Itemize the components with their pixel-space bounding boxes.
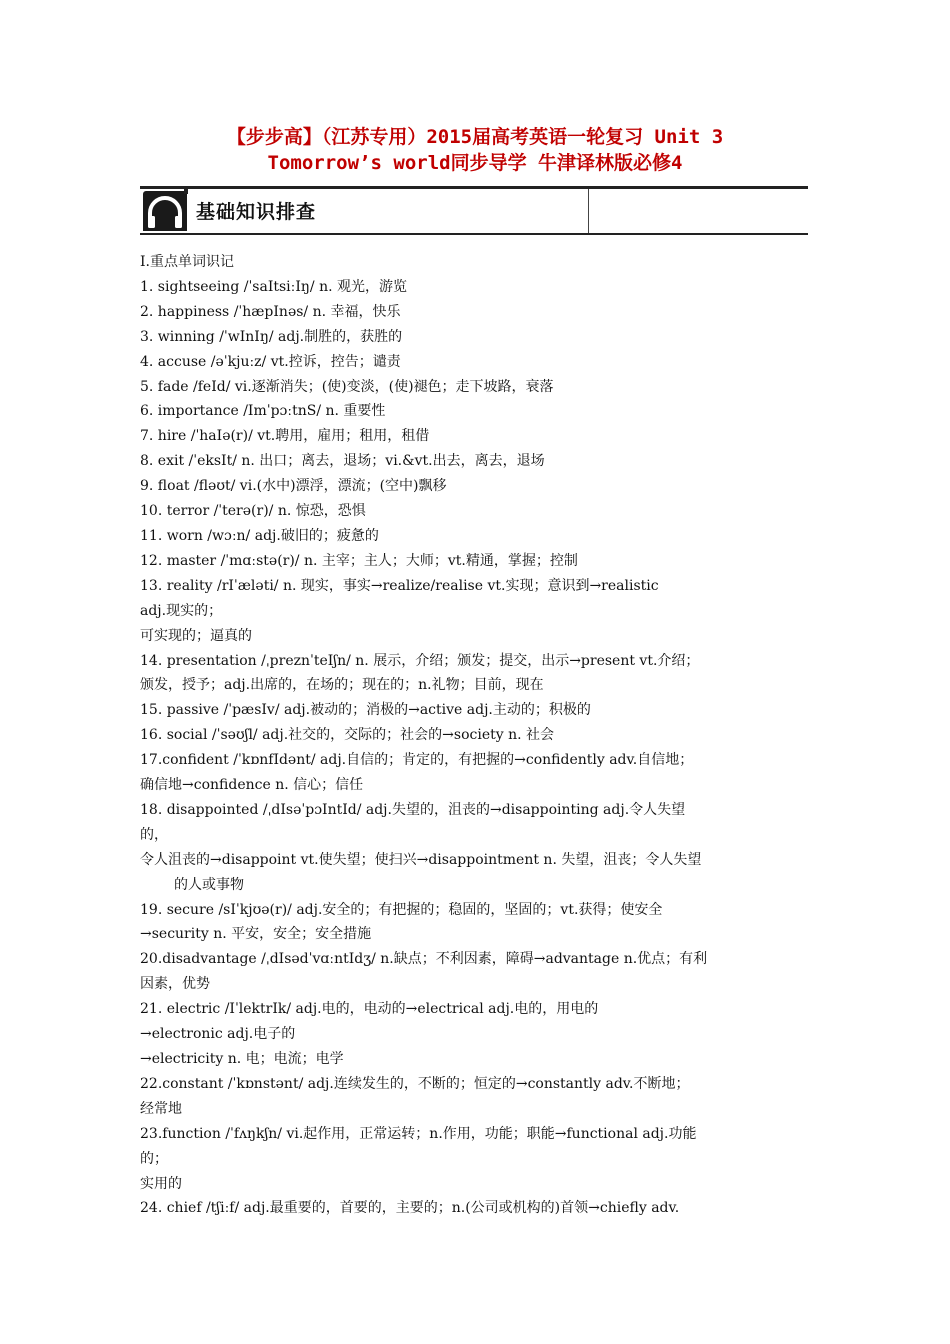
vocab-line: adj.现实的； xyxy=(140,602,223,619)
vocab-line: 15. passive /ˈpæsIv/ adj.被动的；消极的→active adj.主动的；积极的 xyxy=(140,702,591,719)
vocab-line: 6. importance /ImˈpɔːtnS/ n. 重要性 xyxy=(140,403,386,420)
document-title-line-1: 【步步高】（江苏专用）2015届高考英语一轮复习 Unit 3 xyxy=(226,126,724,148)
vocab-line: 16. social /ˈsəʊʃl/ adj.社交的，交际的；社会的→society n. 社会 xyxy=(140,727,555,744)
section-banner xyxy=(140,186,808,235)
vocab-line: 的； xyxy=(140,1150,168,1167)
vocab-line: 令人沮丧的→disappoint vt.使失望；使扫兴→disappointment n. 失望，沮丧；令人失望 xyxy=(140,851,702,868)
document-title-line-2: Tomorrow’s world同步导学 牛津译林版必修4 xyxy=(267,152,683,174)
banner-accent-bar xyxy=(184,186,188,194)
vocab-line: 18. disappointed /ˌdIsəˈpɔIntId/ adj.失望的，沮丧的→disappointing adj.令人失望 xyxy=(140,801,686,818)
vocab-line: 5. fade /feId/ vi.逐渐消失；(使)变淡，(使)褪色；走下坡路，衰落 xyxy=(140,378,554,395)
vocab-line: 13. reality /rIˈæləti/ n. 现实，事实→realize/realise vt.实现；意识到→realistic xyxy=(140,577,659,594)
vocab-line: 可实现的；逼真的 xyxy=(140,627,252,644)
vocab-line: 4. accuse /əˈkjuːz/ vt.控诉，控告；谴责 xyxy=(140,353,401,370)
vocab-line: →security n. 平安，安全；安全措施 xyxy=(140,926,372,943)
banner-divider xyxy=(588,189,589,233)
vocab-line: 颁发，授予；adj.出席的，在场的；现在的；n.礼物；目前，现在 xyxy=(140,677,544,694)
vocab-line: →electricity n. 电；电流；电学 xyxy=(140,1051,344,1067)
vocab-line: 23.function /ˈfʌŋkʃn/ vi.起作用，正常运转；n.作用，功能；职能→functional adj.功能 xyxy=(140,1125,697,1142)
vocab-line: 12. master /ˈmɑːstə(r)/ n. 主宰；主人；大师；vt.精通，掌握；控制 xyxy=(140,552,578,569)
vocab-line: 17.confident /ˈkɒnfIdənt/ adj.自信的；肯定的，有把握的→confidently adv.自信地； xyxy=(140,752,694,769)
headphones-icon xyxy=(143,191,187,231)
vocab-line: 14. presentation /ˌpreznˈteIʃn/ n. 展示，介绍；颁发；提交，出示→present vt.介绍； xyxy=(140,652,700,669)
section-banner-label: 基础知识排查 xyxy=(196,201,317,223)
vocab-line: 2. happiness /ˈhæpInəs/ n. 幸福，快乐 xyxy=(140,303,401,320)
vocab-line: 21. electric /IˈlektrIk/ adj.电的，电动的→electrical adj.电的，用电的 xyxy=(140,1001,599,1018)
vocab-line: 的， xyxy=(140,826,168,843)
vocab-line: 20.disadvantage /ˌdIsədˈvɑːntIdʒ/ n.缺点；不利因素，障碍→advantage n.优点；有利 xyxy=(140,951,708,968)
vocab-line: 24. chief /tʃiːf/ adj.最重要的，首要的，主要的；n.(公司或机构的)首领→chiefly adv. xyxy=(140,1200,680,1217)
vocab-line: 经常地 xyxy=(140,1100,182,1117)
vocab-line: 9. float /fləʊt/ vi.(水中)漂浮，漂流；(空中)飘移 xyxy=(140,478,447,495)
vocab-line: 1. sightseeing /ˈsaItsiːIŋ/ n. 观光，游览 xyxy=(140,278,407,295)
vocab-line: 8. exit /ˈeksIt/ n. 出口；离去，退场；vi.&vt.出去，离去，退场 xyxy=(140,453,545,470)
vocab-line: 11. worn /wɔːn/ adj.破旧的；疲惫的 xyxy=(140,527,379,544)
section-heading: Ⅰ.重点单词识记 xyxy=(140,254,234,270)
vocab-line: 22.constant /ˈkɒnstənt/ adj.连续发生的，不断的；恒定的→constantly adv.不断地； xyxy=(140,1075,690,1092)
vocab-line: 19. secure /sIˈkjʊə(r)/ adj.安全的；有把握的；稳固的，坚固的；vt.获得；使安全 xyxy=(140,901,663,918)
vocab-line: →electronic adj.电子的 xyxy=(140,1026,296,1043)
vocab-line: 实用的 xyxy=(140,1175,182,1192)
vocab-line: 因素，优势 xyxy=(140,976,210,993)
vocab-line: 10. terror /ˈterə(r)/ n. 惊恐，恐惧 xyxy=(140,503,366,520)
vocab-line: 确信地→confidence n. 信心；信任 xyxy=(140,777,364,794)
vocabulary-list xyxy=(140,250,810,1221)
vocab-line: 3. winning /ˈwInIŋ/ adj.制胜的，获胜的 xyxy=(140,328,403,345)
vocab-line: 的人或事物 xyxy=(174,876,244,893)
vocab-line: 7. hire /ˈhaIə(r)/ vt.聘用，雇用；租用，租借 xyxy=(140,428,430,445)
